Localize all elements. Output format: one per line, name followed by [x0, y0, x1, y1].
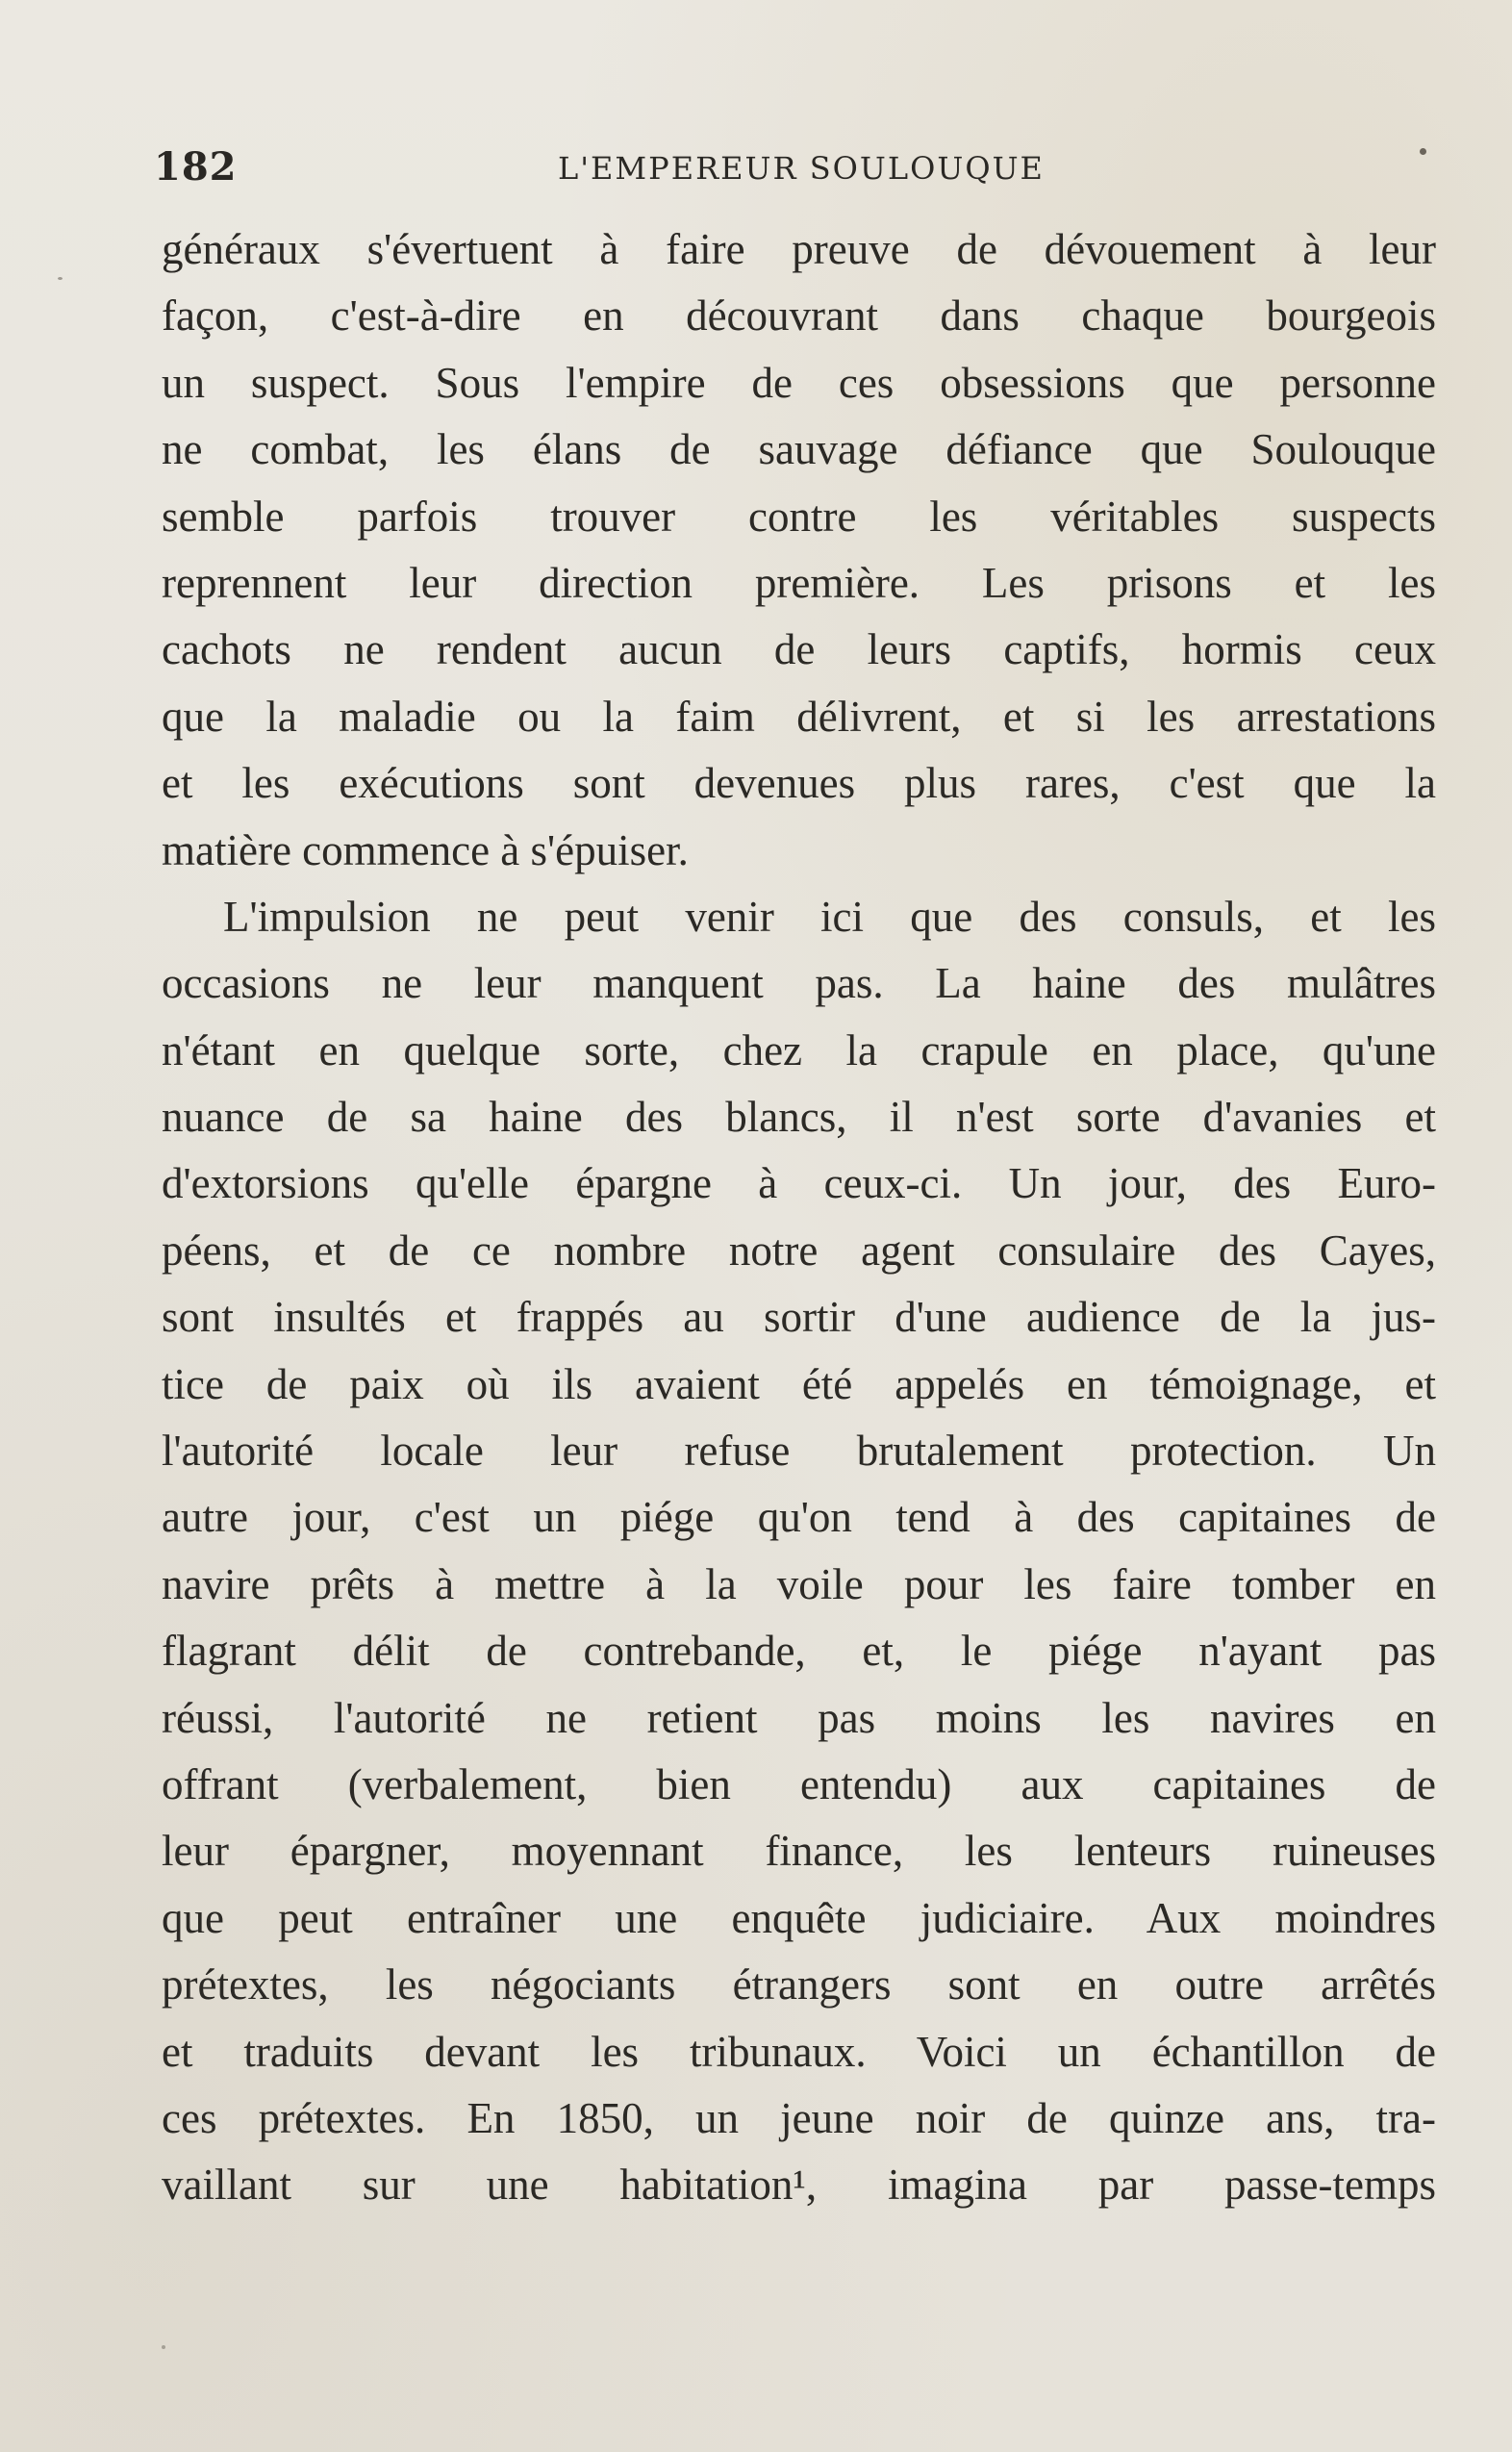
text-line: et traduits devant les tribunaux. Voici un échantillon de	[162, 2027, 1436, 2076]
text-line: prétextes, les négociants étrangers sont en outre arrêtés	[162, 1960, 1436, 2010]
text-line: nuance de sa haine des blancs, il n'est sorte d'avanies et	[162, 1093, 1436, 1142]
page-number: 182	[154, 144, 238, 190]
running-head	[154, 144, 1443, 202]
text-line: sont insultés et frappés au sortir d'une audience de la jus-	[162, 1293, 1436, 1342]
text-line: l'autorité locale leur refuse brutalement protection. Un	[162, 1427, 1436, 1476]
running-title: L'EMPEREUR SOULOUQUE	[558, 150, 1045, 187]
text-line: et les exécutions sont devenues plus rares, c'est que la	[162, 759, 1436, 808]
text-line: L'impulsion ne peut venir ici que des consuls, et les	[223, 892, 1436, 941]
text-line: navire prêts à mettre à la voile pour les faire tomber en	[162, 1559, 1436, 1608]
text-line: reprennent leur direction première. Les prisons et les	[162, 558, 1436, 607]
text-line: cachots ne rendent aucun de leurs captifs, hormis ceux	[162, 625, 1436, 674]
paper-speck	[1420, 148, 1426, 155]
text-line: réussi, l'autorité ne retient pas moins les navires en	[162, 1693, 1436, 1742]
text-line: autre jour, c'est un piége qu'on tend à des capitaines de	[162, 1493, 1436, 1542]
text-line: d'extorsions qu'elle épargne à ceux-ci. Un jour, des Euro-	[162, 1159, 1436, 1208]
text-line: offrant (verbalement, bien entendu) aux capitaines de	[162, 1759, 1436, 1808]
text-line: généraux s'évertuent à faire preuve de dévouement à leur	[162, 225, 1436, 273]
text-line: occasions ne leur manquent pas. La haine des mulâtres	[162, 959, 1436, 1008]
text-line: tice de paix où ils avaient été appelés en témoignage, et	[162, 1359, 1436, 1408]
text-line: n'étant en quelque sorte, chez la crapule en place, qu'une	[162, 1025, 1436, 1074]
text-line: flagrant délit de contrebande, et, le piége n'ayant pas	[162, 1627, 1436, 1676]
text-line: ne combat, les élans de sauvage défiance que Soulouque	[162, 425, 1436, 474]
text-line: péens, et de ce nombre notre agent consulaire des Cayes,	[162, 1226, 1436, 1275]
text-line: un suspect. Sous l'empire de ces obsessions que personne	[162, 358, 1436, 407]
paper-speck	[58, 277, 63, 280]
text-line: ces prétextes. En 1850, un jeune noir de quinze ans, tra-	[162, 2093, 1436, 2142]
text-line: leur épargner, moyennant finance, les lenteurs ruineuses	[162, 1827, 1436, 1876]
body-text	[162, 216, 1436, 2219]
text-line: semble parfois trouver contre les véritables suspects	[162, 492, 1436, 541]
text-line: que peut entraîner une enquête judiciaire. Aux moindres	[162, 1893, 1436, 1942]
paper-speck	[162, 2345, 165, 2349]
text-line: que la maladie ou la faim délivrent, et si les arrestations	[162, 692, 1436, 741]
text-line: vaillant sur une habitation¹, imagina par passe-temps	[162, 2161, 1436, 2210]
text-line: matière commence à s'épuiser.	[162, 825, 689, 874]
text-line: façon, c'est-à-dire en découvrant dans chaque bourgeois	[162, 291, 1436, 341]
